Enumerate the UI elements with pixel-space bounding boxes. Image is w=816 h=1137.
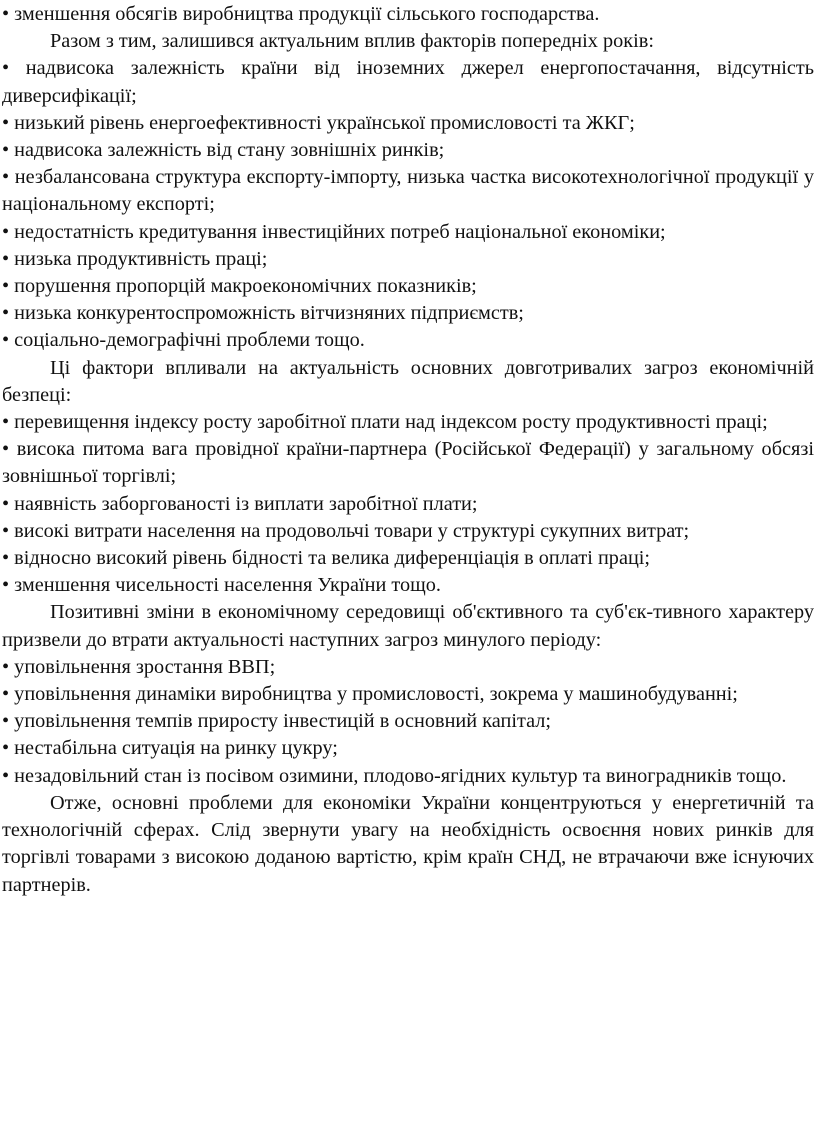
list-item: • незадовільний стан із посівом озимини, плодово-ягідних культур та виноградників тощо. <box>2 763 814 790</box>
list-item: • зменшення обсягів виробництва продукції сільського господарства. <box>2 1 814 28</box>
list-item: • незбалансована структура експорту-імпорту, низька частка високотехнологічної продукції у національному експорті; <box>2 164 814 218</box>
paragraph: Разом з тим, залишився актуальним вплив факторів попередніх років: <box>50 30 654 53</box>
list-item: • низький рівень енергоефективності української промисловості та ЖКГ; <box>2 110 814 137</box>
list-item: • уповільнення зростання ВВП; <box>2 654 814 681</box>
list-item: • нестабільна ситуація на ринку цукру; <box>2 735 814 762</box>
list-item: • висока питома вага провідної країни-партнера (Російської Федерації) у загальному обсязі зовнішньої торгівлі; <box>2 436 814 490</box>
list-item: • надвисока залежність країни від іноземних джерел енергопостачання, відсутність диверсифікації; <box>2 55 814 109</box>
list-item: • наявність заборгованості із виплати заробітної плати; <box>2 491 814 518</box>
paragraph: Позитивні зміни в економічному середовищі об'єктивного та суб'єк-тивного характеру призвели до втрати актуальності наступних загроз минулого періоду: <box>2 601 814 651</box>
list-item: • уповільнення темпів приросту інвестицій в основний капітал; <box>2 708 814 735</box>
list-item: • високі витрати населення на продовольчі товари у структурі сукупних витрат; <box>2 518 814 545</box>
list-item: • недостатність кредитування інвестиційних потреб національної економіки; <box>2 219 814 246</box>
list-item: • зменшення чисельності населення України тощо. <box>2 572 814 599</box>
list-item: • надвисока залежність від стану зовнішніх ринків; <box>2 137 814 164</box>
list-item: • соціально-демографічні проблеми тощо. <box>2 327 814 354</box>
list-item: • відносно високий рівень бідності та велика диференціація в оплаті праці; <box>2 545 814 572</box>
list-item: • низька конкурентоспроможність вітчизняних підприємств; <box>2 300 814 327</box>
paragraph: Отже, основні проблеми для економіки України концентруються у енергетичній та технологічній сферах. Слід звернути увагу на необхідність освоєння нових ринків для торгівлі товарами з високою доданою вартістю, крім країн СНД, не втрачаючи вже існуючих партнерів. <box>2 791 814 896</box>
paragraph: Ці фактори впливали на актуальність основних довготривалих загроз економічній безпеці: <box>2 356 814 406</box>
list-item: • порушення пропорцій макроекономічних показників; <box>2 273 814 300</box>
list-item: • низька продуктивність праці; <box>2 246 814 273</box>
list-item: • уповільнення динаміки виробництва у промисловості, зокрема у машинобудуванні; <box>2 681 814 708</box>
list-item: • перевищення індексу росту заробітної плати над індексом росту продуктивності праці; <box>2 409 814 436</box>
